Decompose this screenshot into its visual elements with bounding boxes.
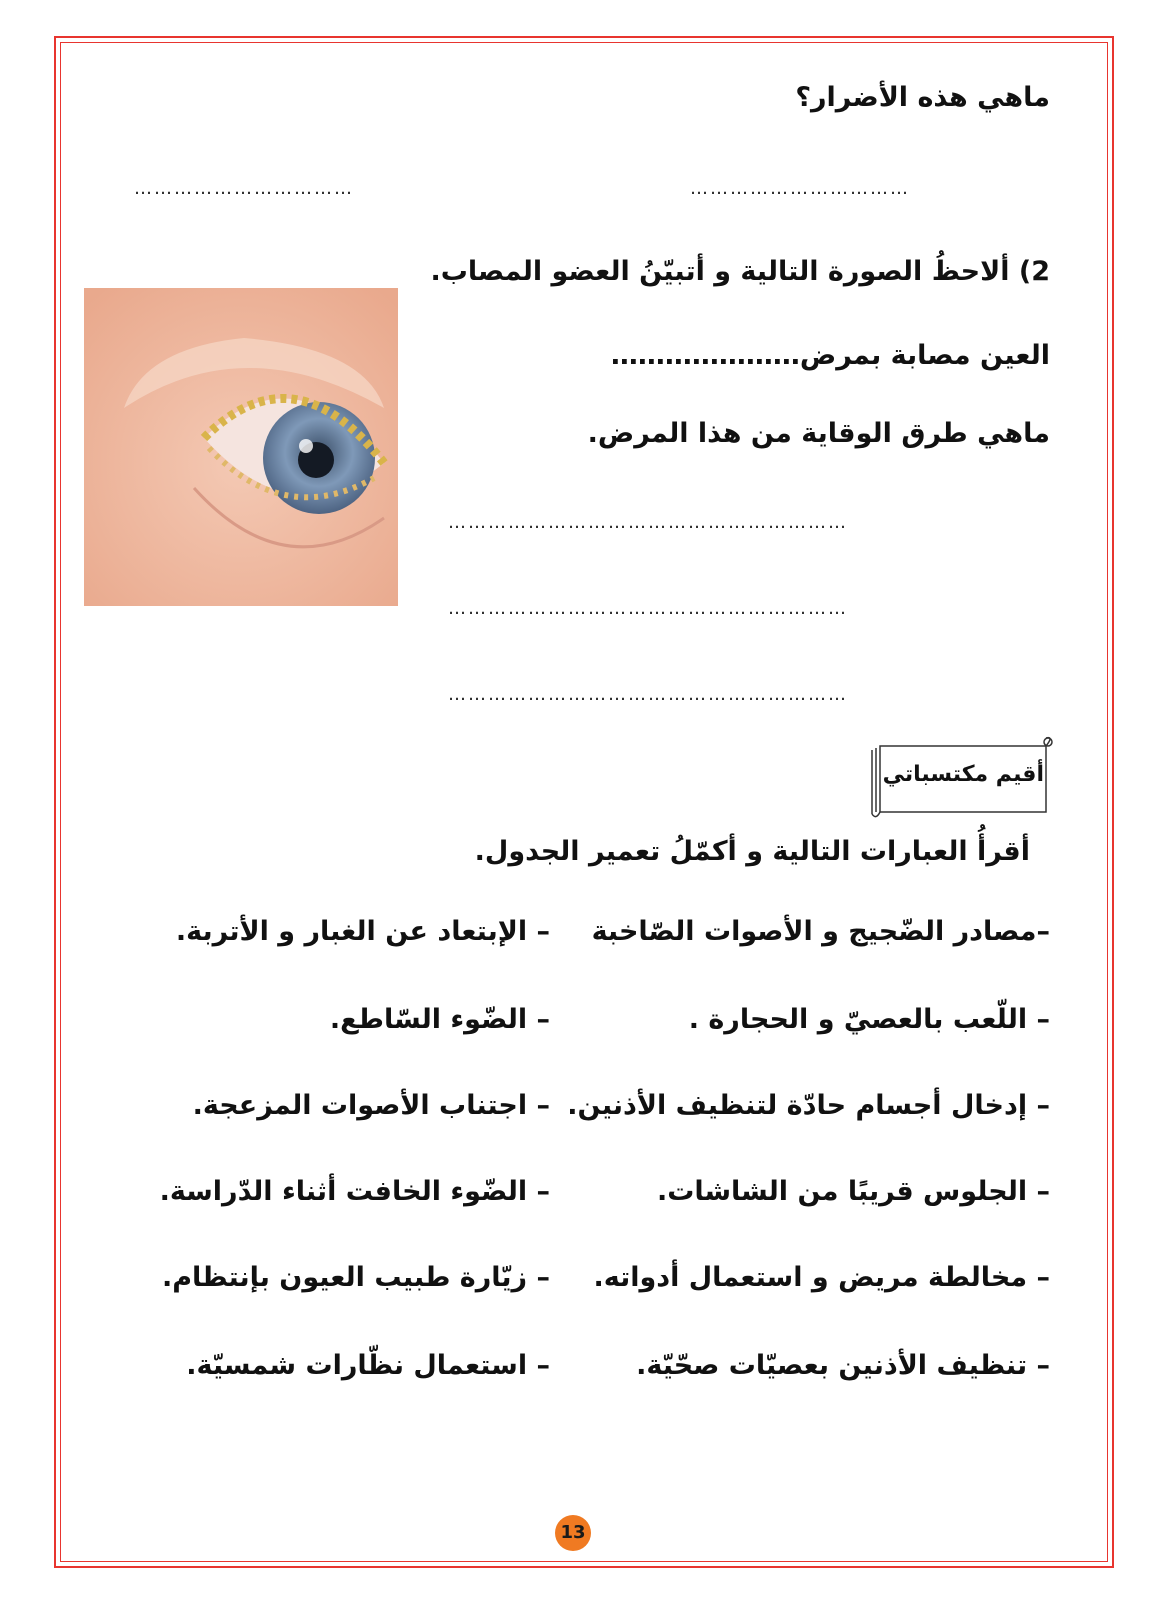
prevention-question: ماهي طرق الوقاية من هذا المرض.: [587, 418, 1050, 449]
statement-left-2: – الضّوء السّاطع.: [329, 1004, 550, 1035]
answer-line-right: ……………………………: [690, 178, 910, 199]
statement-right-4: – الجلوس قريبًا من الشاشات.: [656, 1176, 1050, 1207]
table-instruction: أقرأُ العبارات التالية و أكمّلُ تعمير الجدول.: [474, 836, 1030, 867]
statement-right-3: – إدخال أجسام حادّة لتنظيف الأذنين.: [567, 1090, 1050, 1121]
statement-left-4: – الضّوء الخافت أثناء الدّراسة.: [159, 1176, 550, 1207]
exercise-2-instruction: ألاحظُ الصورة التالية و أتبيّنُ العضو المصاب.: [430, 256, 1010, 287]
section-badge-label: أقيم مكتسباتي: [882, 762, 1044, 787]
answer-line-1: ……………………………………………………: [448, 512, 848, 533]
answer-line-left: ……………………………: [134, 178, 354, 199]
statement-right-6: – تنظيف الأذنين بعصيّات صحّيّة.: [636, 1350, 1050, 1381]
statement-left-5: – زيّارة طبيب العيون بإنتظام.: [161, 1262, 550, 1293]
section-scroll-badge: [866, 734, 1058, 818]
statement-left-1: – الإبتعاد عن الغبار و الأتربة.: [175, 916, 550, 947]
statement-right-2: – اللّعب بالعصيّ و الحجارة .: [688, 1004, 1050, 1035]
answer-line-3: ……………………………………………………: [448, 684, 848, 705]
page-number: 13: [555, 1515, 591, 1551]
exercise-2-number: 2): [1018, 256, 1050, 287]
exercise-2-heading: [431, 256, 1050, 287]
statement-right-5: – مخالطة مريض و استعمال أدواته.: [593, 1262, 1050, 1293]
statement-right-1: –مصادر الضّجيج و الأصوات الصّاخبة: [591, 916, 1050, 947]
answer-line-2: ……………………………………………………: [448, 598, 848, 619]
eye-disease-prompt: العين مصابة بمرض…………………: [610, 340, 1050, 371]
statement-left-3: – اجتناب الأصوات المزعجة.: [192, 1090, 550, 1121]
infected-eye-photo: [84, 288, 398, 606]
statement-left-6: – استعمال نظّارات شمسيّة.: [186, 1350, 550, 1381]
question-harms: ماهي هذه الأضرار؟: [795, 82, 1050, 113]
